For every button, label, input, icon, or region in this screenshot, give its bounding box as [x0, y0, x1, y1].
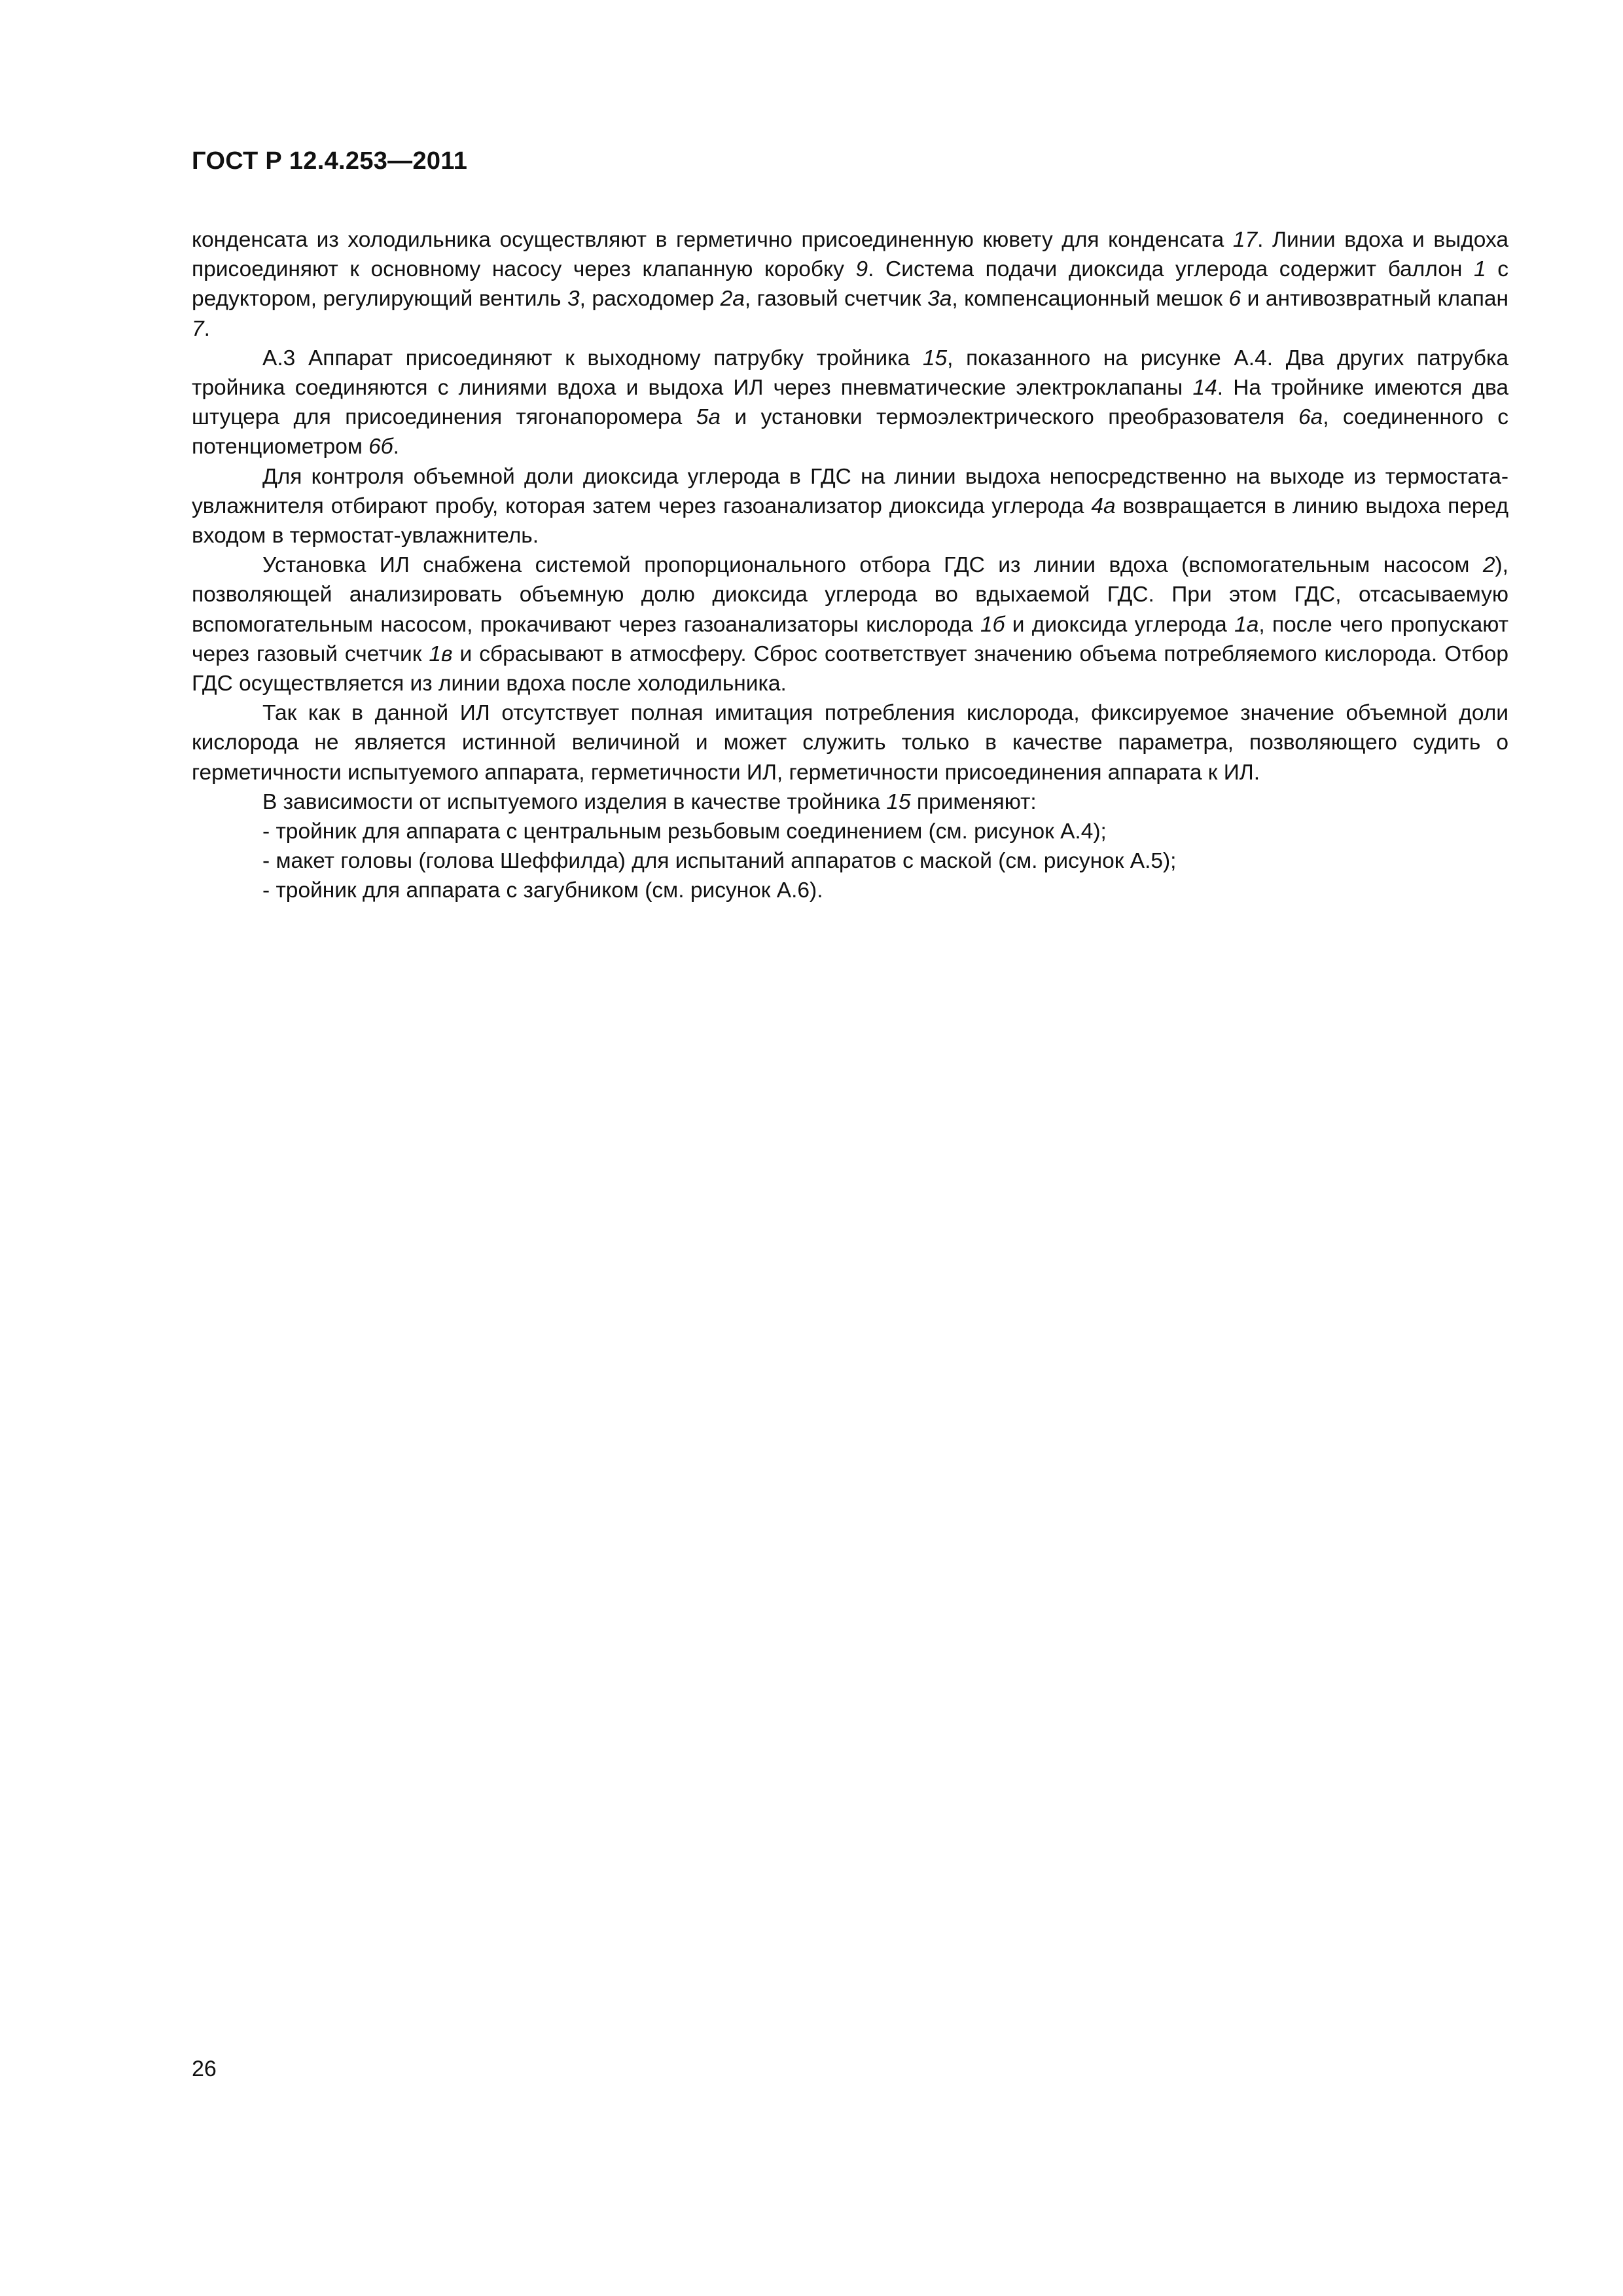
reference-number: 1: [1473, 257, 1486, 282]
reference-number: 15: [886, 789, 911, 814]
text-run: , после чего пропускают через газовый счетчик: [192, 612, 1508, 666]
text-run: . На тройнике имеются два штуцера для присоединения тягонапоромера: [192, 376, 1509, 430]
reference-number: 1в: [429, 641, 453, 666]
list-item: - тройник для аппарата с загубником (см. рисунок А.6).: [262, 878, 823, 903]
reference-number: 2а: [720, 287, 745, 312]
reference-number: 2: [1482, 553, 1495, 578]
paragraph: [192, 462, 1508, 551]
reference-number: 1а: [1234, 612, 1259, 637]
text-run: Установка ИЛ снабжена системой пропорционального отбора ГДС из линии вдоха (вспомогательным насосом: [262, 553, 1483, 578]
body-text: [192, 225, 1508, 906]
reference-number: 6б: [368, 435, 393, 459]
paragraph: [192, 344, 1508, 462]
text-run: , показанного на рисунке А.4. Два других патрубка тройника соединяются с линиями вдоха и выдоха ИЛ через пневматические электроклапаны: [192, 346, 1508, 401]
reference-number: 7: [192, 316, 204, 341]
text-run: , соединенного с потенциометром: [192, 405, 1508, 459]
text-run: и антивозвратный клапан: [1241, 287, 1508, 312]
text-run: . Система подачи диоксида углерода содержит баллон: [868, 257, 1474, 282]
text-run: конденсата из холодильника осуществляют в герметично присоединенную кювету для конденсата: [192, 228, 1233, 252]
reference-number: 15: [922, 346, 948, 370]
reference-number: 6: [1228, 287, 1241, 312]
text-run: возвращается в линию выдоха перед входом в термостат-увлажнитель.: [192, 493, 1509, 548]
reference-number: 14: [1192, 376, 1217, 401]
paragraph: [192, 787, 1508, 817]
text-run: .: [204, 316, 210, 341]
paragraph: [192, 225, 1508, 344]
application-list: [192, 817, 1508, 906]
reference-number: 1б: [980, 612, 1005, 637]
text-run: , газовый счетчик: [744, 287, 928, 312]
list-item: - макет головы (голова Шеффилда) для испытаний аппаратов с маской (см. рисунок А.5);: [262, 849, 1177, 874]
text-run: . Линии вдоха и выдоха присоединяют к основному насосу через клапанную коробку: [192, 228, 1508, 282]
text-run: и установки термоэлектрического преобразователя: [720, 405, 1298, 430]
text-run: Для контроля объемной доли диоксида углерода в ГДС на линии выдоха непосредственно на выходе из термостата-увлажнителя отбирают пробу, которая затем через газоанализатор диоксида углерода: [192, 464, 1508, 518]
reference-number: 5а: [696, 405, 721, 430]
text-run: Так как в данной ИЛ отсутствует полная имитация потребления кислорода, фиксируемое значение объемной доли кислорода не является истинной величиной и может служить только в качестве параметра, позволяющего судить о герметичности испытуемого аппарата, герметичности ИЛ, герметичности присоединения аппарата к ИЛ.: [192, 701, 1508, 785]
reference-number: 3: [567, 287, 580, 312]
text-run: и сбрасывают в атмосферу. Сброс соответствует значению объема потребляемого кислорода. Отбор ГДС осуществляется из линии вдоха после холодильника.: [192, 641, 1508, 696]
text-run: ), позволяющей анализировать объемную долю диоксида углерода во вдыхаемой ГДС. При этом ГДС, отсасываемую вспомогательным насосом, прокачивают через газоанализаторы кислорода: [192, 553, 1508, 637]
text-run: и диоксида углерода: [1005, 612, 1235, 637]
text-run: , расходомер: [579, 287, 721, 312]
page-number: 26: [192, 2056, 217, 2081]
reference-number: 3а: [927, 287, 952, 312]
text-run: В зависимости от испытуемого изделия в качестве тройника: [262, 789, 887, 814]
text-run: , компенсационный мешок: [952, 287, 1229, 312]
text-run: с редуктором, регулирующий вентиль: [192, 257, 1508, 312]
reference-number: 9: [855, 257, 868, 282]
reference-number: 6а: [1298, 405, 1323, 430]
text-run: применяют:: [910, 789, 1037, 814]
text-run: .: [393, 435, 399, 459]
document-header: ГОСТ Р 12.4.253—2011: [192, 147, 468, 175]
paragraph: [192, 550, 1508, 698]
reference-number: 17: [1232, 228, 1258, 252]
text-run: А.3 Аппарат присоединяют к выходному патрубку тройника: [262, 346, 923, 370]
list-item: - тройник для аппарата с центральным резьбовым соединением (см. рисунок А.4);: [262, 819, 1107, 844]
reference-number: 4а: [1091, 493, 1116, 518]
paragraph-container: [192, 225, 1508, 817]
paragraph: [192, 698, 1508, 787]
